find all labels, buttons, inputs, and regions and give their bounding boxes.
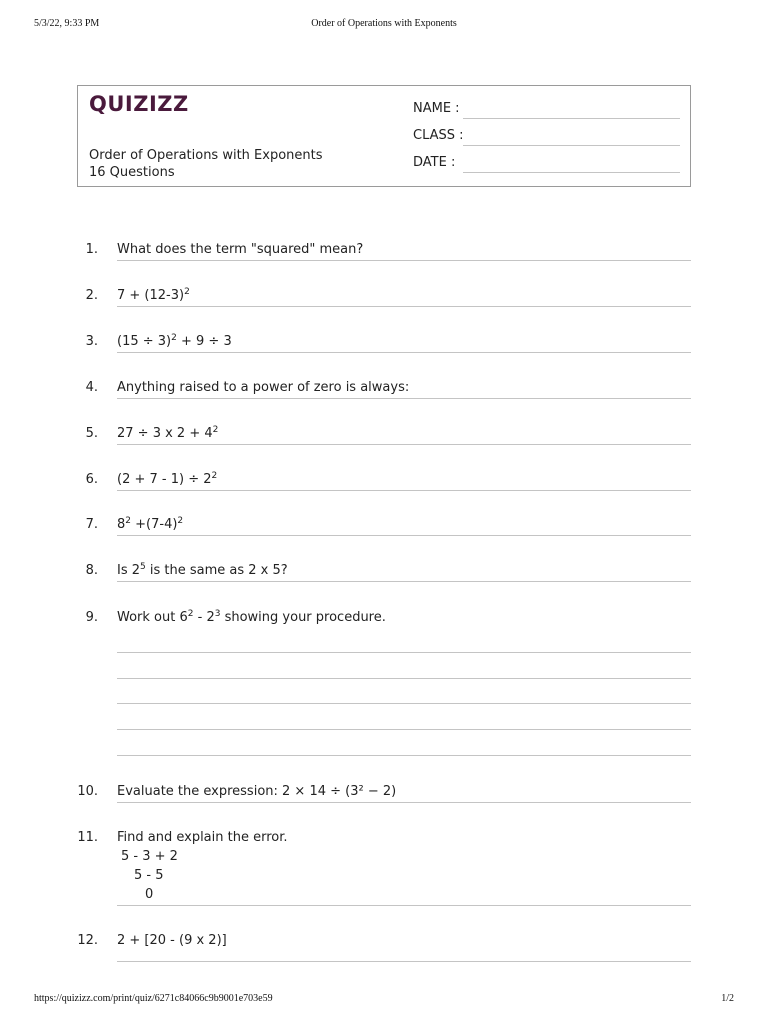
- question-11: [77, 830, 691, 910]
- question-text: What does the term "squared" mean?: [117, 242, 364, 257]
- error-work-line: 5 - 5: [134, 868, 164, 883]
- question-text: $(2 + 7 - 1) \div 2^2$: [117, 471, 218, 487]
- print-header: [34, 18, 734, 32]
- question-number: 7.: [85, 517, 98, 532]
- question-12: [77, 933, 691, 965]
- question-number: 10.: [77, 784, 98, 799]
- work-line[interactable]: [117, 703, 691, 704]
- question-2: [77, 288, 691, 308]
- work-line[interactable]: [117, 652, 691, 653]
- answer-line[interactable]: [117, 398, 691, 399]
- class-label: CLASS :: [413, 128, 464, 143]
- answer-line[interactable]: [117, 352, 691, 353]
- print-footer: [34, 993, 734, 1007]
- question-text: 2 + [20 - (9 x 2)]: [117, 933, 227, 948]
- question-number: 11.: [77, 830, 98, 845]
- answer-line[interactable]: [117, 905, 691, 906]
- question-3: [77, 334, 691, 354]
- name-field[interactable]: [413, 101, 680, 119]
- class-field[interactable]: [413, 128, 680, 146]
- work-line[interactable]: [117, 678, 691, 679]
- answer-line[interactable]: [117, 581, 691, 582]
- question-number: 9.: [85, 610, 98, 625]
- question-number: 6.: [85, 472, 98, 487]
- question-4: [77, 380, 691, 400]
- question-number: 2.: [85, 288, 98, 303]
- error-work-line: 5 - 3 + 2: [121, 849, 178, 864]
- question-7: [77, 517, 691, 537]
- question-10: [77, 784, 691, 804]
- quiz-header-box: [77, 85, 691, 187]
- date-line[interactable]: [463, 172, 680, 173]
- date-field[interactable]: [413, 155, 680, 173]
- question-number: 3.: [85, 334, 98, 349]
- question-number: 12.: [77, 933, 98, 948]
- print-doc-title: Order of Operations with Exponents: [311, 18, 457, 29]
- answer-line[interactable]: [117, 802, 691, 803]
- answer-line[interactable]: [117, 535, 691, 536]
- question-number: 5.: [85, 426, 98, 441]
- quiz-title: Order of Operations with Exponents: [89, 148, 323, 163]
- question-number: 4.: [85, 380, 98, 395]
- answer-line[interactable]: [117, 260, 691, 261]
- answer-line[interactable]: [117, 306, 691, 307]
- question-text: $7 + (12-3)^2$: [117, 287, 190, 303]
- print-page-number: 1/2: [721, 993, 734, 1004]
- work-line[interactable]: [117, 755, 691, 756]
- question-text: Work out $6^2 - 2^3$ showing your procedure.: [117, 609, 386, 625]
- question-text: $8^2 +(7-4)^2$: [117, 516, 184, 532]
- question-count: 16 Questions: [89, 165, 175, 180]
- question-text: Anything raised to a power of zero is always:: [117, 380, 410, 395]
- work-line[interactable]: [117, 729, 691, 730]
- question-8: [77, 563, 691, 583]
- quizizz-logo: QUIZIZZ: [89, 92, 189, 116]
- print-datetime: 5/3/22, 9:33 PM: [34, 18, 100, 29]
- name-line[interactable]: [463, 118, 680, 119]
- date-label: DATE :: [413, 155, 456, 170]
- question-6: [77, 472, 691, 492]
- answer-line[interactable]: [117, 961, 691, 962]
- print-url[interactable]: https://quizizz.com/print/quiz/6271c84066c9b9001e703e59: [34, 993, 273, 1004]
- question-9: [77, 610, 691, 630]
- question-1: [77, 242, 691, 262]
- error-work-line: 0: [145, 887, 154, 902]
- question-text: $(15 \div 3)^2 + 9 \div 3$: [117, 333, 232, 349]
- question-text: Is $2^5$ is the same as 2 x 5?: [117, 562, 288, 578]
- question-text: 27 ÷ 3 x $2 + 4^2$: [117, 425, 219, 441]
- question-text: Find and explain the error.: [117, 830, 288, 845]
- question-number: 1.: [85, 242, 98, 257]
- answer-line[interactable]: [117, 444, 691, 445]
- question-5: [77, 426, 691, 446]
- question-text: Evaluate the expression: 2 × 14 ÷ (3² − 2): [117, 784, 397, 799]
- answer-line[interactable]: [117, 490, 691, 491]
- question-number: 8.: [85, 563, 98, 578]
- name-label: NAME :: [413, 101, 460, 116]
- class-line[interactable]: [463, 145, 680, 146]
